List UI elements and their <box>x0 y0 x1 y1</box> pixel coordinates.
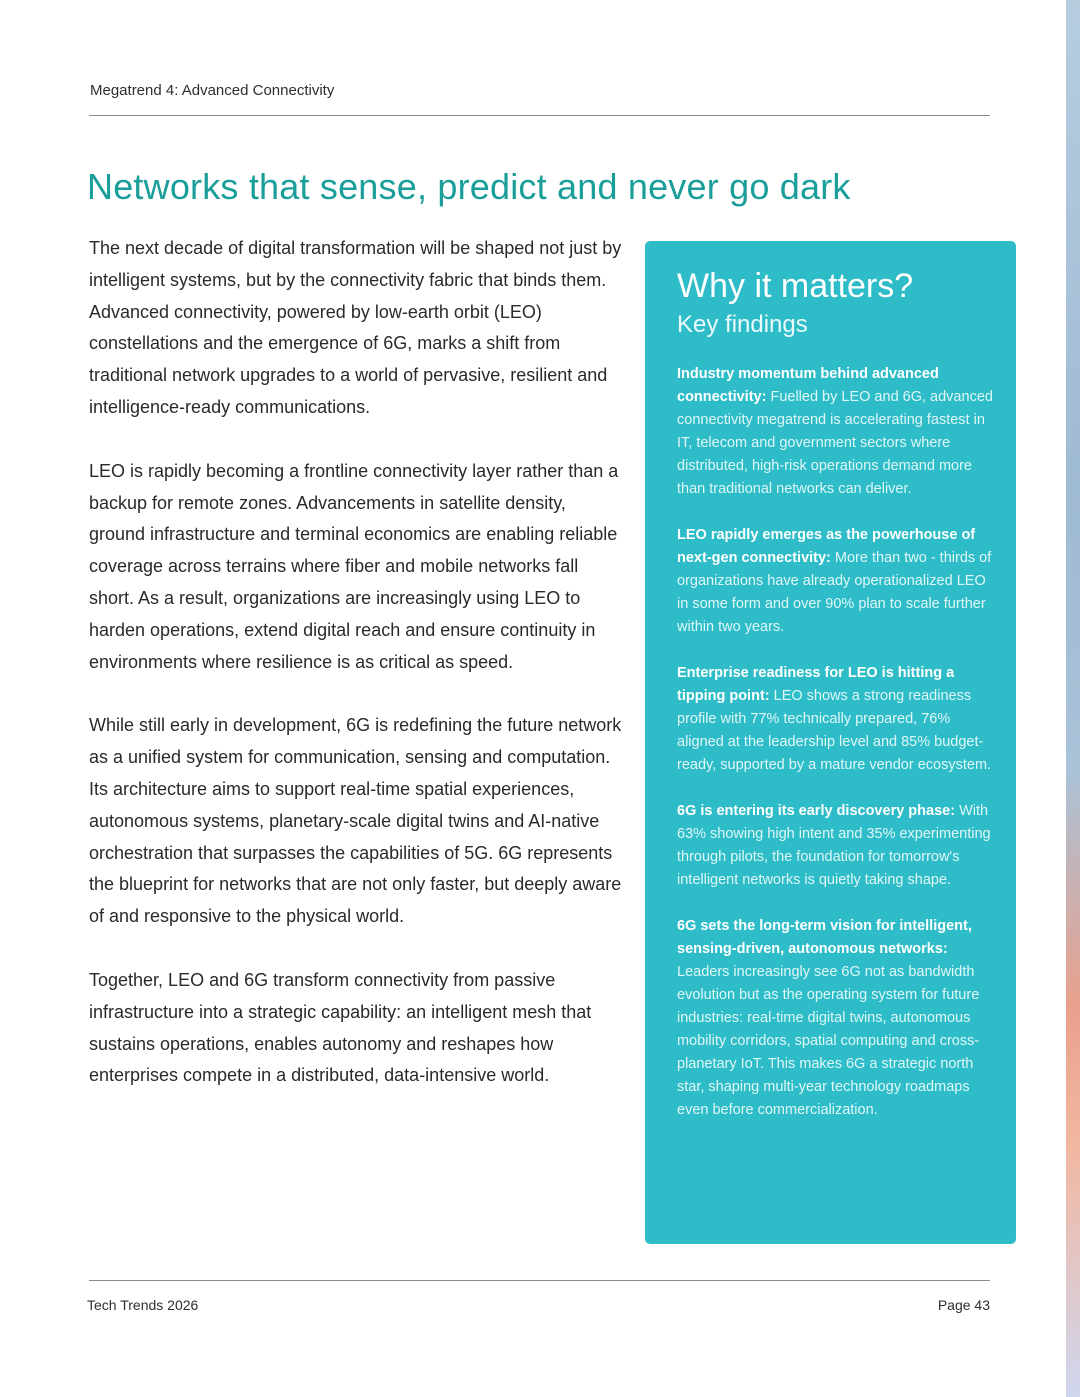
finding-item <box>677 915 996 1122</box>
panel-title: Why it matters? <box>677 267 914 305</box>
body-paragraph: While still early in development, 6G is redefining the future network as a unified system for communication, sensing and computation. Its architecture aims to support real-time spatial experiences, autonomous systems, planetary-scale digital twins and AI-native orchestration that surpasses the capabilities of 5G. 6G represents the blueprint for networks that are not only faster, but deeply aware of and responsive to the physical world. <box>89 715 622 927</box>
finding-lead: 6G sets the long-term vision for intelligent, sensing-driven, autonomous networks: <box>677 918 972 957</box>
decorative-edge-stripe <box>1066 0 1080 1397</box>
header-divider <box>89 115 990 116</box>
body-paragraph: LEO is rapidly becoming a frontline connectivity layer rather than a backup for remote zones. Advancements in satellite density, ground infrastructure and terminal economics are enabling reliable coverage across terrains where fiber and mobile networks fall short. As a result, organizations are increasingly using LEO to harden operations, extend digital reach and ensure continuity in environments where resilience is as critical as speed. <box>89 460 619 672</box>
finding-lead: 6G is entering its early discovery phase: <box>677 803 956 819</box>
finding-text: More than two - thirds of organizations have already operationalized LEO in some form and over 90% plan to scale further within two years. <box>677 550 992 635</box>
page-number: Page 43 <box>937 1297 990 1313</box>
footer-publication: Tech Trends 2026 <box>87 1297 199 1313</box>
finding-text: LEO shows a strong readiness profile with 77% technically prepared, 76% aligned at the leadership level and 85% budget-ready, supported by a mature vendor ecosystem. <box>677 688 992 773</box>
running-header: Megatrend 4: Advanced Connectivity <box>90 82 335 99</box>
page-title: Networks that sense, predict and never go dark <box>87 166 851 207</box>
body-paragraph: The next decade of digital transformation will be shaped not just by intelligent systems, but by the connectivity fabric that binds them. Advanced connectivity, powered by low-earth orbit (LEO) constellations and the emergence of 6G, marks a shift from traditional network upgrades to a world of pervasive, resilient and intelligence-ready communications. <box>89 238 622 417</box>
body-text <box>89 233 624 1124</box>
finding-lead: Enterprise readiness for LEO is hitting a tipping point: <box>677 665 955 704</box>
finding-text: With 63% showing high intent and 35% experimenting through pilots, the foundation for tomorrow's intelligent networks is quietly taking shape. <box>677 803 991 888</box>
finding-lead: LEO rapidly emerges as the powerhouse of next-gen connectivity: <box>677 527 976 566</box>
finding-item <box>677 524 996 639</box>
finding-item <box>677 363 996 501</box>
key-findings-panel <box>645 241 1016 1244</box>
finding-text: Leaders increasingly see 6G not as bandwidth evolution but as the operating system for future industries: real-time digital twins, autonomous mobility corridors, spatial computing and cross-planetary IoT. This makes 6G a strategic north star, shaping multi-year technology roadmaps even before commercialization. <box>677 964 980 1118</box>
finding-lead: Industry momentum behind advanced connectivity: <box>677 366 939 405</box>
finding-item <box>677 800 996 892</box>
finding-item <box>677 662 996 777</box>
body-paragraph: Together, LEO and 6G transform connectivity from passive infrastructure into a strategic capability: an intelligent mesh that sustains operations, enables autonomy and reshapes how enterprises compete in a distributed, data-intensive world. <box>89 969 592 1086</box>
finding-text: Fuelled by LEO and 6G, advanced connectivity megatrend is accelerating fastest in IT, telecom and government sectors where distributed, high-risk operations demand more than traditional networks can deliver. <box>677 389 993 497</box>
panel-subtitle: Key findings <box>677 311 808 338</box>
footer-divider <box>89 1280 990 1281</box>
